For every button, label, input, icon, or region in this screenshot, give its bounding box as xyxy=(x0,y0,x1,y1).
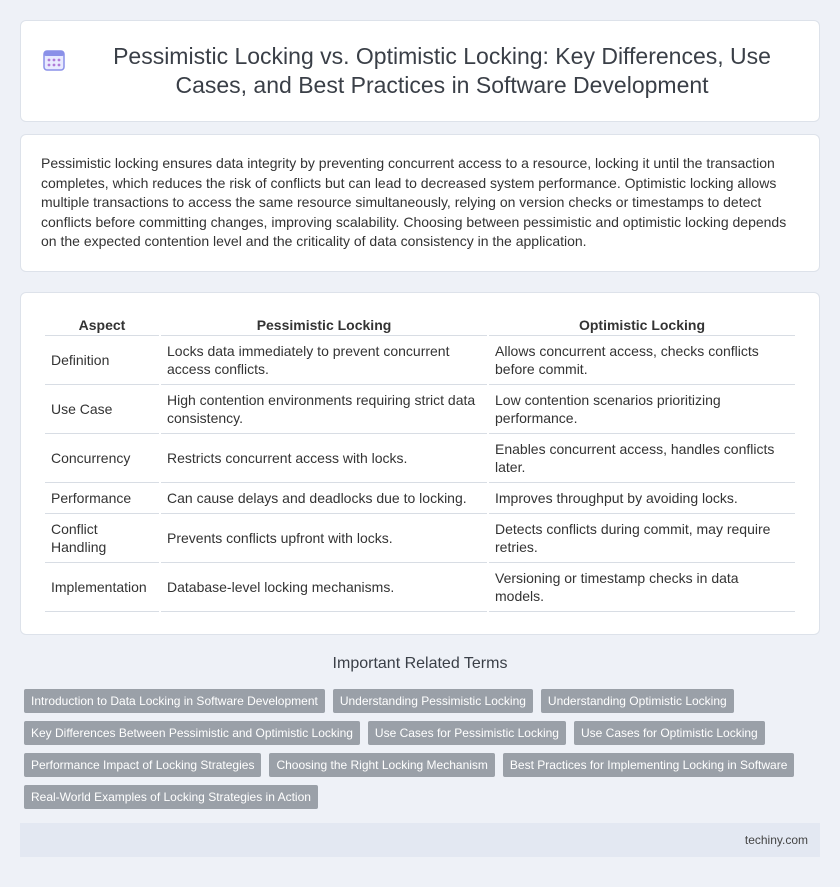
related-terms-list xyxy=(24,689,824,809)
table-cell: Conflict Handling xyxy=(45,514,159,563)
header-pessimistic: Pessimistic Locking xyxy=(161,313,487,336)
table-cell: Locks data immediately to prevent concurrent access conflicts. xyxy=(161,336,487,385)
related-term-tag[interactable]: Real-World Examples of Locking Strategies in Action xyxy=(24,785,318,809)
table-row xyxy=(45,563,795,612)
table-cell: High contention environments requiring strict data consistency. xyxy=(161,385,487,434)
related-term-tag[interactable]: Introduction to Data Locking in Software Development xyxy=(24,689,325,713)
table-cell: Enables concurrent access, handles conflicts later. xyxy=(489,434,795,483)
table-cell: Implementation xyxy=(45,563,159,612)
header-optimistic: Optimistic Locking xyxy=(489,313,795,336)
table-row xyxy=(45,336,795,385)
calendar-icon xyxy=(41,47,67,73)
table-cell: Prevents conflicts upfront with locks. xyxy=(161,514,487,563)
intro-card xyxy=(20,134,820,272)
related-term-tag[interactable]: Choosing the Right Locking Mechanism xyxy=(269,753,494,777)
related-term-tag[interactable]: Key Differences Between Pessimistic and Optimistic Locking xyxy=(24,721,360,745)
table-header-row xyxy=(45,313,795,336)
related-term-tag[interactable]: Use Cases for Pessimistic Locking xyxy=(368,721,566,745)
table-cell: Detects conflicts during commit, may require retries. xyxy=(489,514,795,563)
related-terms-title: Important Related Terms xyxy=(332,655,508,672)
table-cell: Use Case xyxy=(45,385,159,434)
comparison-table-card xyxy=(20,292,820,635)
comparison-table xyxy=(43,313,797,612)
table-row xyxy=(45,483,795,514)
related-term-tag[interactable]: Performance Impact of Locking Strategies xyxy=(24,753,261,777)
related-term-tag[interactable]: Understanding Pessimistic Locking xyxy=(333,689,533,713)
footer-site-link[interactable]: techiny.com xyxy=(744,833,808,847)
title-card xyxy=(20,20,820,122)
table-cell: Low contention scenarios prioritizing performance. xyxy=(489,385,795,434)
footer xyxy=(20,823,820,857)
table-row xyxy=(45,385,795,434)
related-term-tag[interactable]: Best Practices for Implementing Locking in Software xyxy=(503,753,794,777)
table-cell: Allows concurrent access, checks conflicts before commit. xyxy=(489,336,795,385)
table-cell: Performance xyxy=(45,483,159,514)
header-aspect: Aspect xyxy=(45,313,159,336)
related-term-tag[interactable]: Use Cases for Optimistic Locking xyxy=(574,721,765,745)
table-cell: Definition xyxy=(45,336,159,385)
table-row xyxy=(45,514,795,563)
table-cell: Database-level locking mechanisms. xyxy=(161,563,487,612)
table-cell: Restricts concurrent access with locks. xyxy=(161,434,487,483)
table-cell: Concurrency xyxy=(45,434,159,483)
related-term-tag[interactable]: Understanding Optimistic Locking xyxy=(541,689,734,713)
table-row xyxy=(45,434,795,483)
page-title: Pessimistic Locking vs. Optimistic Locking: Key Differences, Use Cases, and Best Practices in Software Development xyxy=(113,43,771,98)
table-cell: Can cause delays and deadlocks due to locking. xyxy=(161,483,487,514)
table-cell: Versioning or timestamp checks in data models. xyxy=(489,563,795,612)
table-cell: Improves throughput by avoiding locks. xyxy=(489,483,795,514)
intro-paragraph: Pessimistic locking ensures data integrity by preventing concurrent access to a resource, locking it until the transaction completes, which reduces the risk of conflicts but can lead to decreased system performance. Optimistic locking allows multiple transactions to access the same resource simultaneously, relying on version checks or timestamps to detect conflicts before committing changes, improving scalability. Choosing between pessimistic and optimistic locking depends on the expected contention level and the criticality of data consistency in the application. xyxy=(41,155,787,250)
